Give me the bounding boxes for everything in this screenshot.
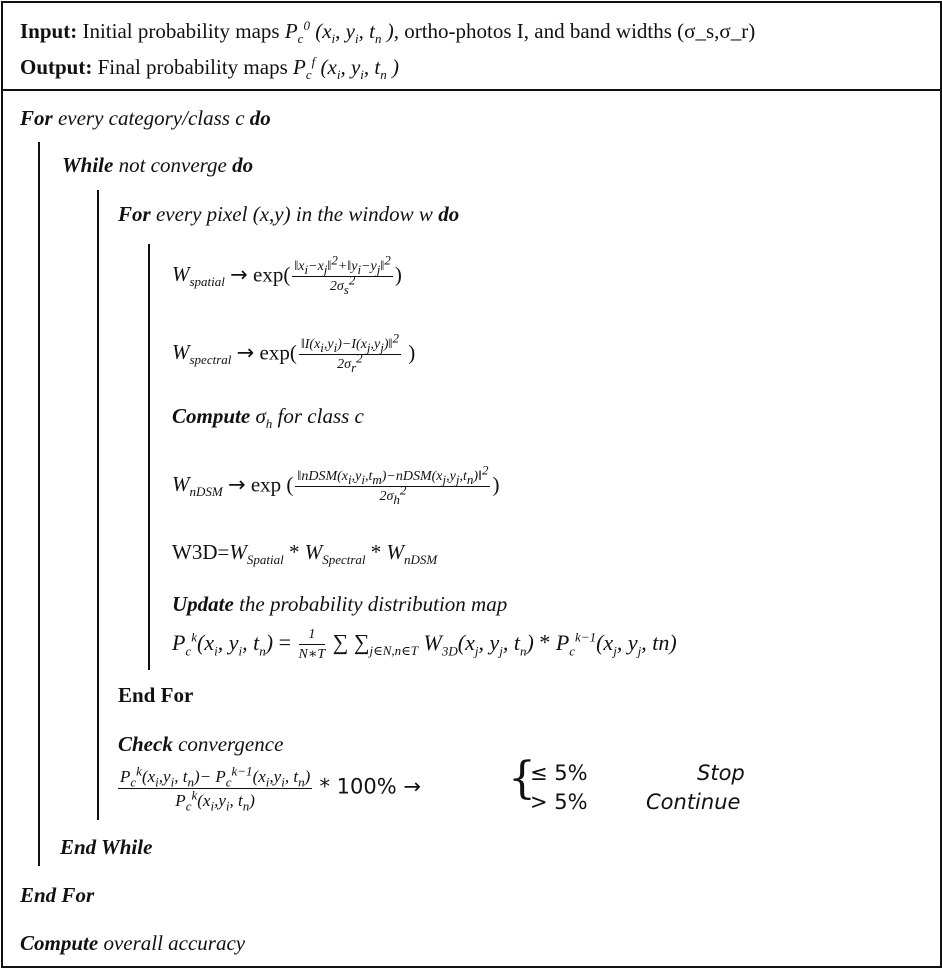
w-ndsm-denominator: $2\sigma_h^2$ [379, 482, 407, 507]
w-spectral-fraction [299, 330, 401, 375]
case-continue: Continue [646, 790, 741, 814]
input-label: Input: [20, 19, 78, 43]
for-class-text: every category/class c [52, 106, 250, 130]
w-spatial-numerator: $‖x_i-x_j‖^2+‖y_i-y_j‖^2$ [294, 252, 391, 277]
input-text: Initial probability maps [77, 19, 285, 43]
check-denominator: $P_c^k(x_i,y_i$, $t_n$) [175, 787, 255, 814]
compute-keyword: Compute [172, 404, 251, 428]
check-numerator: $P_c^k(x_i,y_i$, $t_n)- P_c^{k-1}(x_i,y_i$, $t_n$) [120, 763, 311, 790]
arrow-icon: → [227, 472, 246, 497]
w-spatial-symbol: $W_{spatial}$ [172, 262, 225, 290]
output-line [20, 53, 399, 81]
while-line [62, 151, 253, 179]
compute-sigma-line [172, 402, 364, 430]
w-spatial-formula: $W_{spatial} \to \exp$( $\frac{‖x_i-x_j‖^2+‖y_i-y_j‖^2}{2\sigma_s^2}$ ) [172, 252, 402, 297]
check-keyword: Check [118, 732, 173, 756]
arrow-icon: → [230, 262, 248, 287]
end-for-outer: End For [20, 883, 95, 907]
output-text: Final probability maps [92, 55, 294, 79]
for-class-scope-line [38, 142, 40, 866]
check-fraction [118, 763, 312, 814]
cases-brace: { [508, 753, 536, 804]
while-scope-line [97, 190, 99, 820]
output-label: Output: [20, 55, 93, 79]
end-for-inner: End For [118, 683, 194, 707]
check-text: convergence [172, 732, 284, 756]
end-while: End While [60, 835, 153, 859]
w-ndsm-numerator: $‖nDSM(x_i,y_i,t_m)-nDSM(x_j,y_j,t_n)‖^2$ [297, 462, 489, 487]
check-formula [116, 763, 421, 814]
final-compute-keyword: Compute [20, 931, 99, 955]
w-spectral-formula: $W_{spectral} \to \exp$( $\frac{‖I(x_i,y_i)-I(x_j,y_j)‖^2}{2\sigma_r^2}$ ) [172, 330, 416, 375]
w-ndsm-formula: $W_{nDSM} \to \exp$ ( $\frac{‖nDSM(x_i,y_i,t_m)-nDSM(x_j,y_j,t_n)‖^2}{2\sigma_h^2}$ ) [172, 462, 500, 507]
update-text: the probability distribution map [233, 592, 508, 616]
w-spectral-numerator: $‖I(x_i,y_i)-I(x_j,y_j)‖^2$ [300, 330, 399, 355]
w-spectral-denominator: $2\sigma_r^2$ [337, 350, 363, 375]
for-pixel-keyword: For [118, 202, 151, 226]
while-keyword: While [62, 153, 114, 177]
header-separator [1, 89, 940, 91]
update-line [172, 590, 507, 618]
w-spatial-denominator: $2\sigma_s^2$ [329, 272, 356, 297]
compute-sigma-text: $\sigma_h$ for class c [250, 404, 364, 432]
w-ndsm-symbol: $W_{nDSM}$ [172, 472, 223, 500]
for-keyword: For [20, 106, 53, 130]
output-math: $P_c^f$ ($x_i$, $y_i$, $t_n$ ) [293, 54, 399, 83]
input-text-tail: , ortho-photos I, and band widths (σ_s,σ_r) [393, 19, 756, 43]
for-pixel-line [118, 200, 459, 228]
for-class-line [20, 104, 271, 132]
input-line [20, 17, 755, 45]
case-gt-threshold: > 5% [530, 790, 588, 814]
for-pixel-scope-line [148, 244, 150, 670]
w-spatial-fraction [292, 252, 392, 297]
check-line [118, 730, 283, 758]
update-keyword: Update [172, 592, 234, 616]
final-compute-line [20, 929, 245, 957]
while-text: not converge [113, 153, 233, 177]
w3d-formula: $W3D=W_{Spatial} * W_{Spectral} * W_{nDSM}$ [172, 540, 438, 568]
for-pixel-text: every pixel (x,y) in the window w [150, 202, 439, 226]
case-le-threshold: ≤ 5% [530, 761, 588, 785]
arrow-icon: → [236, 340, 255, 365]
input-math: $P_c^0$ ($x_i$, $y_i$, $t_n$ ) [284, 18, 394, 47]
update-formula: $P_c^k(x_i$, $y_i$, $t_n$) = $\frac{1}{N∗T}$ ∑ $\sum_{j\in N,n\in T}$ $W_{3D}(x_j$, $y_j$, $t_n) * P_c^{k-1}(x_j$, $y_j$, tn) [172, 627, 677, 662]
do-keyword: do [249, 106, 271, 130]
update-fraction: $\frac{1}{N∗T}$ [298, 627, 326, 662]
check-tail: * 100% → [319, 774, 421, 799]
case-stop: Stop [697, 761, 745, 785]
do-keyword: do [232, 153, 254, 177]
do-keyword: do [438, 202, 460, 226]
w-spectral-symbol: $W_{spectral}$ [172, 340, 232, 368]
final-compute-text: overall accuracy [98, 931, 246, 955]
